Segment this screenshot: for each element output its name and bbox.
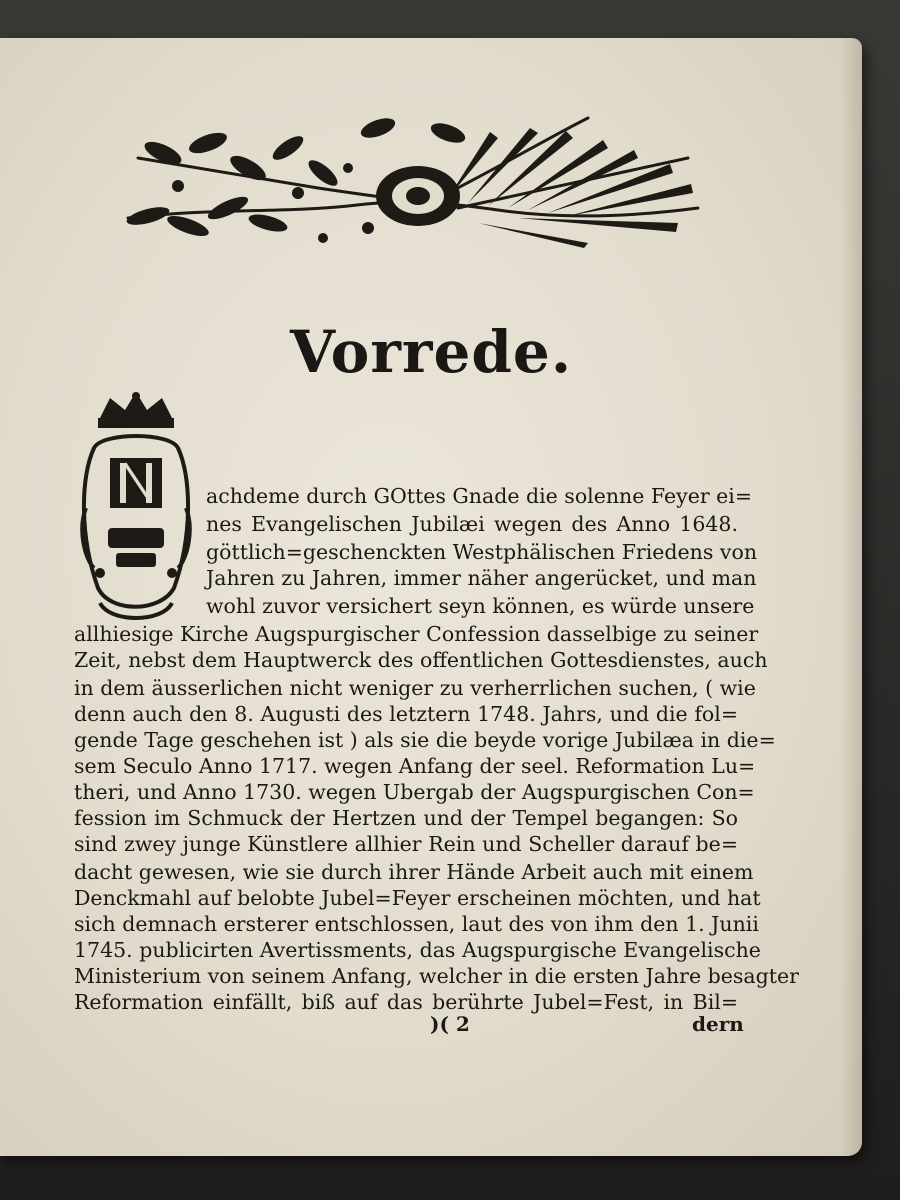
catchword: dern [692, 1012, 744, 1036]
text-line: göttlich=geschenckten Westphälischen Friedens von [206, 540, 758, 564]
body-text [0, 38, 862, 1156]
text-line: theri, und Anno 1730. wegen Ubergab der Augspurgischen Con= [74, 780, 755, 804]
text-line: sich demnach ersterer entschlossen, laut des von ihm den 1. Junii [74, 912, 759, 936]
text-line: Ministerium von seinem Anfang, welcher in die ersten Jahre besagter [74, 964, 799, 988]
book-page [0, 38, 862, 1156]
signature-mark: )( 2 [430, 1012, 470, 1036]
text-line: Zeit, nebst dem Hauptwerck des offentlichen Gottesdienstes, auch [74, 648, 768, 672]
text-line: Jahren zu Jahren, immer näher angerücket, und man [206, 566, 757, 590]
text-line: Reformation einfällt, biß auf das berührte Jubel=Fest, in Bil= [74, 990, 738, 1014]
text-line: nes Evangelischen Jubilæi wegen des Anno 1648. [206, 512, 738, 536]
text-line: Denckmahl auf belobte Jubel=Feyer erscheinen möchten, und hat [74, 886, 761, 910]
text-line: denn auch den 8. Augusti des letztern 1748. Jahrs, und die fol= [74, 702, 738, 726]
text-line: allhiesige Kirche Augspurgischer Confession dasselbige zu seiner [74, 622, 759, 646]
text-line: wohl zuvor versichert seyn können, es würde unsere [206, 594, 755, 618]
text-line: sind zwey junge Künstlere allhier Rein und Scheller darauf be= [74, 832, 738, 856]
text-line: sem Seculo Anno 1717. wegen Anfang der seel. Reformation Lu= [74, 754, 756, 778]
text-line: fession im Schmuck der Hertzen und der Tempel begangen: So [74, 806, 738, 830]
text-line: 1745. publicirten Avertissments, das Augspurgische Evangelische [74, 938, 761, 962]
text-line: gende Tage geschehen ist ) als sie die beyde vorige Jubilæa in die= [74, 728, 776, 752]
text-line: achdeme durch GOttes Gnade die solenne Feyer ei= [206, 484, 753, 508]
text-line: in dem äusserlichen nicht weniger zu verherrlichen suchen, ( wie [74, 676, 756, 700]
text-line: dacht gewesen, wie sie durch ihrer Hände Arbeit auch mit einem [74, 860, 754, 884]
page-title: Vorrede. [289, 318, 573, 386]
